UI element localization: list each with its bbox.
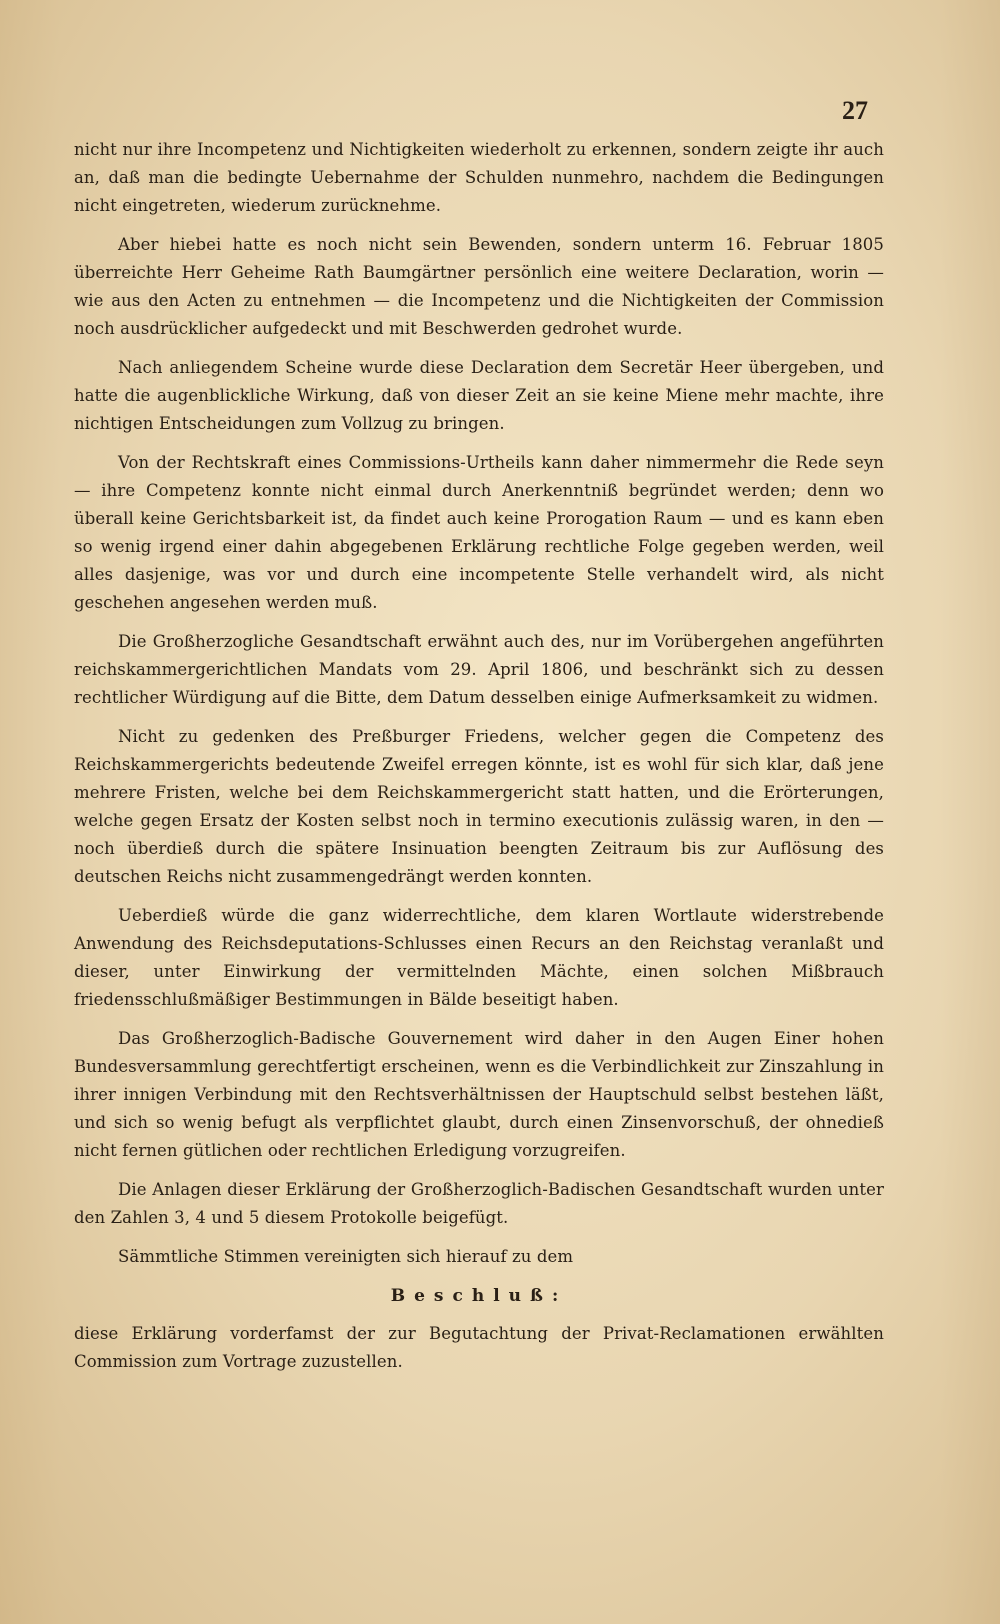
page-number: 27 xyxy=(842,96,868,125)
paragraph: Die Großherzogliche Gesandtschaft erwähnt auch des, nur im Vorübergehen angeführten reichskammergerichtlichen Mandats vom 29. April 1806, und beschränkt sich zu dessen rechtlicher Würdigung auf die Bitte, dem Datum desselben einige Aufmerksamkeit zu widmen. xyxy=(74,632,884,707)
text-body xyxy=(74,136,884,1387)
paragraph: Das Großherzoglich-Badische Gouvernement wird daher in den Augen Einer hohen Bundesversammlung gerechtfertigt erscheinen, wenn es die Verbindlichkeit zur Zinszahlung in ihrer innigen Verbindung mit den Rechtsverhältnissen der Hauptschuld selbst bestehen läßt, und sich so wenig befugt als verpflichtet glaubt, durch einen Zinsenvorschuß, der ohnedieß nicht fernen gütlichen oder rechtlichen Erledigung vorzugreifen. xyxy=(74,1029,884,1160)
closing-paragraph: diese Erklärung vorderfamst der zur Begutachtung der Privat-Reclamationen erwählten Commission zum Vortrage zuzustellen. xyxy=(74,1324,884,1371)
paragraph: Nach anliegendem Scheine wurde diese Declaration dem Secretär Heer übergeben, und hatte die augenblickliche Wirkung, daß von dieser Zeit an sie keine Miene mehr machte, ihre nichtigen Entscheidungen zum Vollzug zu bringen. xyxy=(74,358,884,433)
paragraph: Nicht zu gedenken des Preßburger Friedens, welcher gegen die Competenz des Reichskammergerichts bedeutende Zweifel erregen könnte, ist es wohl für sich klar, daß jene mehrere Fristen, welche bei dem Reichskammergericht statt hatten, und die Erörterungen, welche gegen Ersatz der Kosten selbst noch in termino executionis zulässig waren, in den — noch überdieß durch die spätere Insinuation beengten Zeitraum bis zur Auflösung des deutschen Reichs nicht zusammengedrängt werden konnten. xyxy=(74,727,884,886)
paragraph-continuation: nicht nur ihre Incompetenz und Nichtigkeiten wiederholt zu erkennen, sondern zeigte ihr auch an, daß man die bedingte Uebernahme der Schulden nunmehro, nachdem die Bedingungen nicht eingetreten, wiederum zurücknehme. xyxy=(74,140,884,215)
paragraph: Sämmtliche Stimmen vereinigten sich hierauf zu dem xyxy=(118,1247,574,1266)
resolution-heading: Beschluß: xyxy=(390,1286,568,1306)
paragraph: Ueberdieß würde die ganz widerrechtliche, dem klaren Wortlaute widerstrebende Anwendung des Reichsdeputations-Schlusses einen Recurs an den Reichstag veranlaßt und dieser, unter Einwirkung der vermittelnden Mächte, einen solchen Mißbrauch friedensschlußmäßiger Bestimmungen in Bälde beseitigt haben. xyxy=(74,906,884,1009)
paragraph: Von der Rechtskraft eines Commissions-Urtheils kann daher nimmermehr die Rede seyn — ihre Competenz konnte nicht einmal durch Anerkenntniß begründet werden; denn wo überall keine Gerichtsbarkeit ist, da findet auch keine Prorogation Raum — und es kann eben so wenig irgend einer dahin abgegebenen Erklärung rechtliche Folge gegeben werden, weil alles dasjenige, was vor und durch eine incompetente Stelle verhandelt wird, als nicht geschehen angesehen werden muß. xyxy=(74,453,884,612)
paragraph: Die Anlagen dieser Erklärung der Großherzoglich-Badischen Gesandtschaft wurden unter den Zahlen 3, 4 und 5 diesem Protokolle beigefügt. xyxy=(74,1180,884,1227)
paragraph: Aber hiebei hatte es noch nicht sein Bewenden, sondern unterm 16. Februar 1805 überreichte Herr Geheime Rath Baumgärtner persönlich eine weitere Declaration, worin — wie aus den Acten zu entnehmen — die Incompetenz und die Nichtigkeiten der Commission noch ausdrücklicher aufgedeckt und mit Beschwerden gedrohet wurde. xyxy=(74,235,884,338)
